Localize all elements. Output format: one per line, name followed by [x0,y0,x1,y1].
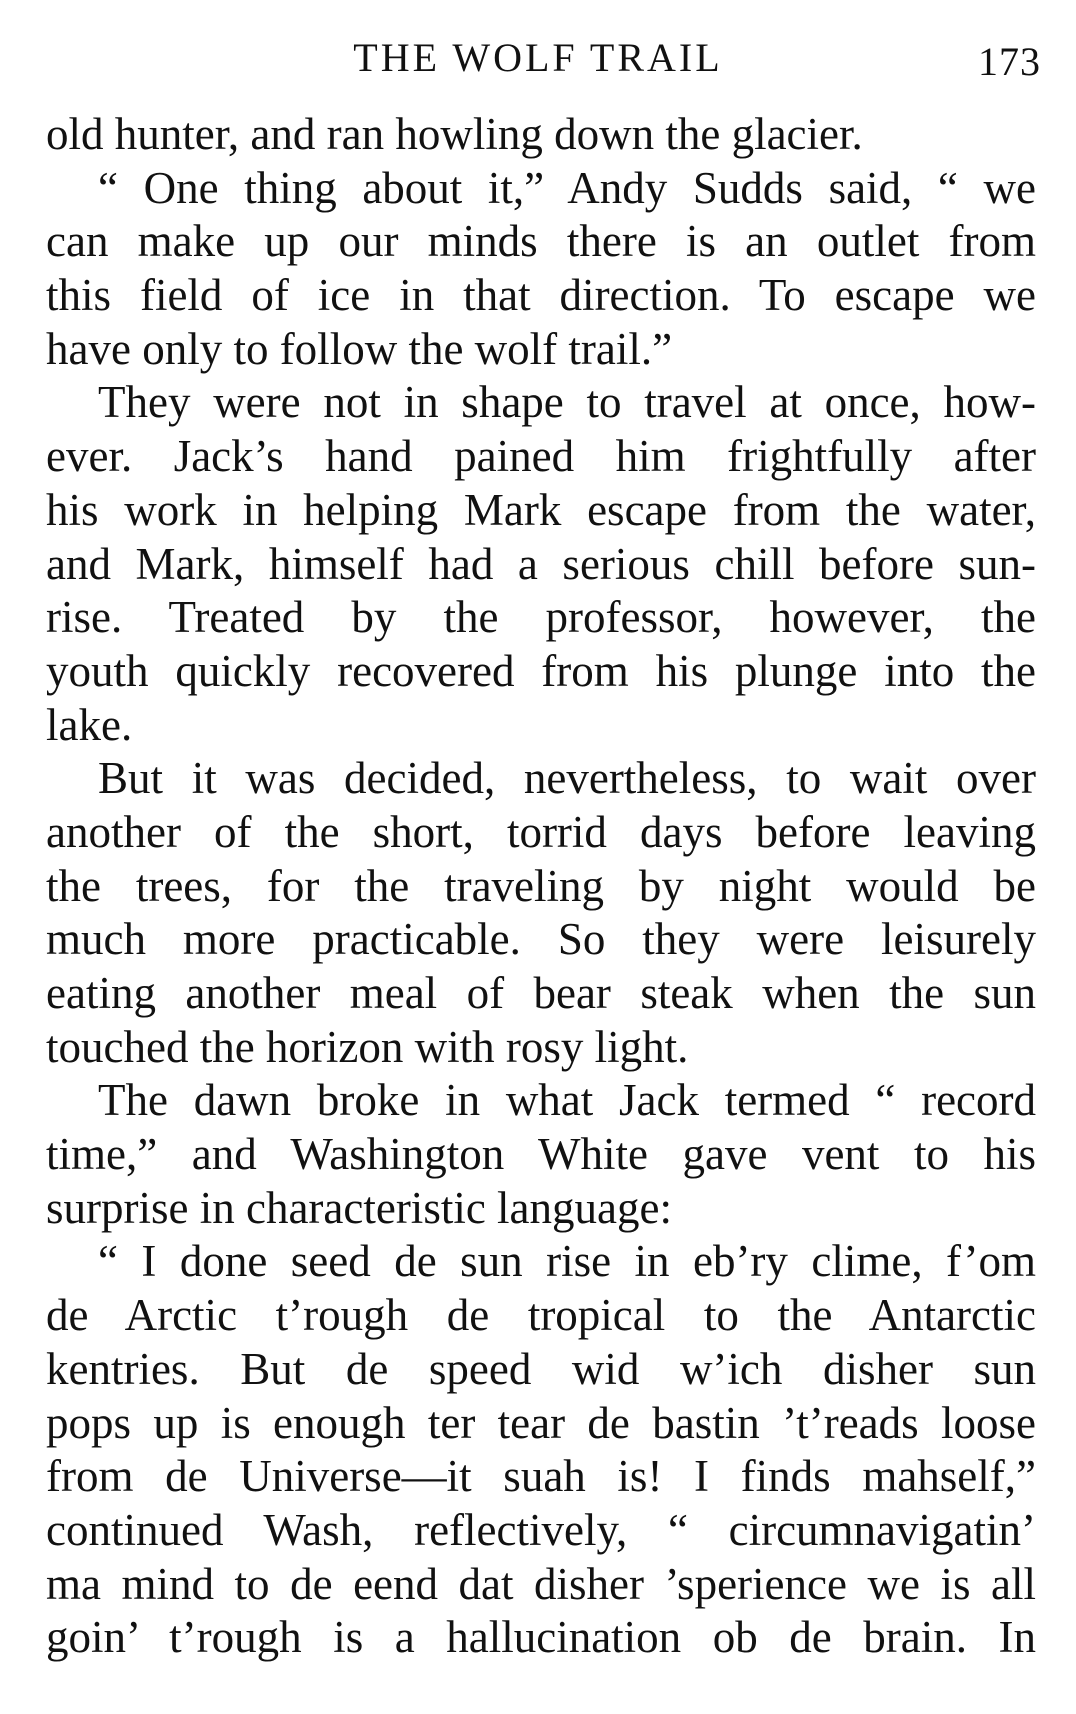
text-line: surprise in characteristic language: [46,1182,672,1233]
text-line: pops up is enough ter tear de bastin ’t’reads loose [46,1397,1036,1448]
text-line: rise. Treated by the professor, however, the [46,592,1036,643]
text-line: touched the horizon with rosy light. [46,1021,689,1072]
text-line: eating another meal of bear steak when the sun [46,968,1036,1018]
text-line: this field of ice in that direction. To escape we [46,270,1036,321]
chapter-title: THE WOLF TRAIL [353,35,723,80]
text-line: youth quickly recovered from his plunge into the [46,645,1036,696]
text-line: The dawn broke in what Jack termed “ record [98,1075,1036,1126]
text-line: kentries. But de speed wid w’ich disher sun [46,1343,1036,1394]
text-line: ma mind to de eend dat disher ’sperience we is all [46,1558,1036,1609]
text-line: old hunter, and ran howling down the glacier. [46,109,863,159]
text-line: goin’ t’rough is a hallucination ob de brain. In [46,1612,1036,1663]
text-line: “ One thing about it,” Andy Sudds said, “ we [98,162,1036,213]
text-line: But it was decided, nevertheless, to wait over [98,753,1036,804]
text-line: much more practicable. So they were leisurely [46,914,1036,965]
text-line: the trees, for the traveling by night would be [46,860,1036,911]
text-line: They were not in shape to travel at once, how- [98,377,1036,428]
text-line: another of the short, torrid days before leaving [46,806,1036,857]
text-line: can make up our minds there is an outlet from [46,216,1036,267]
running-header [0,30,1076,90]
page-number: 173 [978,39,1041,84]
text-line: lake. [46,699,133,750]
text-line: his work in helping Mark escape from the water, [46,484,1036,535]
text-line: ever. Jack’s hand pained him frightfully after [46,431,1036,482]
text-line: continued Wash, reflectively, “ circumnavigatin’ [46,1504,1036,1555]
body-text [46,108,1036,1665]
text-line: from de Universe—it suah is! I finds mahself,” [46,1451,1036,1502]
text-line: and Mark, himself had a serious chill before sun- [46,538,1036,589]
text-line: time,” and Washington White gave vent to his [46,1129,1036,1180]
text-line: de Arctic t’rough de tropical to the Antarctic [46,1290,1036,1341]
text-line: “ I done seed de sun rise in eb’ry clime, f’om [98,1236,1036,1287]
text-line: have only to follow the wolf trail.” [46,323,673,374]
